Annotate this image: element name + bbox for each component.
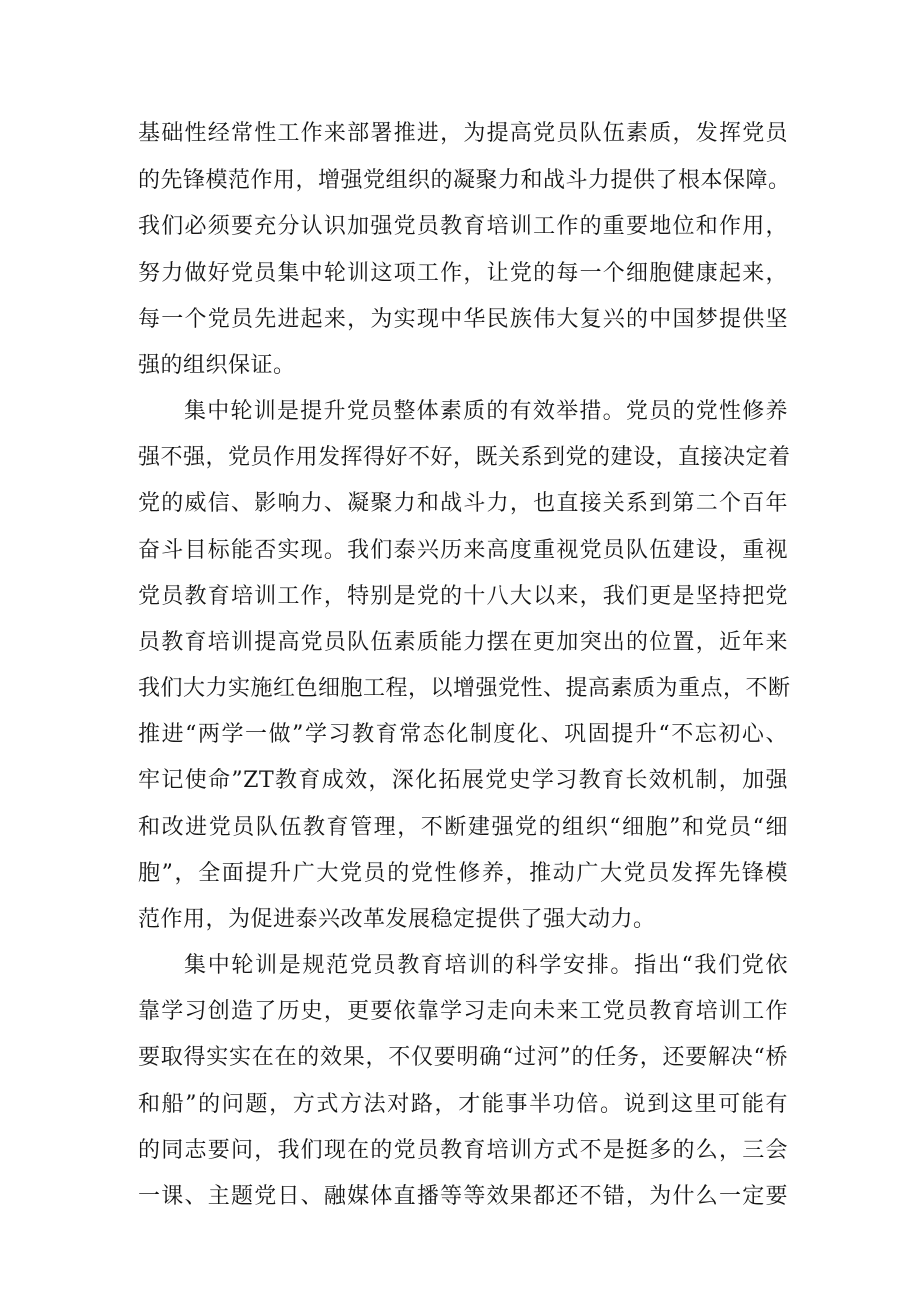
text-line: 一课、主题党日、融媒体直播等等效果都还不错，为什么一定要 [138, 1184, 788, 1209]
text-line: 员教育培训提高党员队伍素质能力摆在更加突出的位置，近年来 [138, 630, 788, 655]
text-line: 强的组织保证。 [138, 353, 296, 378]
text-line: 党的威信、影响力、凝聚力和战斗力，也直接关系到第二个百年 [138, 491, 788, 516]
text-line: 强不强，党员作用发挥得好不好，既关系到党的建设，直接决定着 [138, 445, 791, 470]
text-line: 牢记使命”ZT教育成效，深化拓展党史学习教育长效机制，加强 [138, 768, 788, 793]
text-line: 基础性经常性工作来部署推进，为提高党员队伍素质，发挥党员 [138, 121, 788, 146]
text-line: 我们必须要充分认识加强党员教育培训工作的重要地位和作用， [138, 214, 788, 239]
text-line: 奋斗目标能否实现。我们泰兴历来高度重视党员队伍建设，重视 [138, 538, 788, 563]
paragraph-first-line: 集中轮训是提升党员整体素质的有效举措。党员的党性修养 [184, 399, 788, 424]
text-line: 胞”，全面提升广大党员的党性修养，推动广大党员发挥先锋模 [138, 861, 788, 886]
text-line: 推进“两学一做”学习教育常态化制度化、巩固提升“不忘初心、 [138, 722, 788, 747]
text-line: 靠学习创造了历史，更要依靠学习走向未来工党员教育培训工作 [138, 999, 788, 1024]
text-line: 的先锋模范作用，增强党组织的凝聚力和战斗力提供了根本保障。 [138, 168, 791, 193]
text-line: 要取得实实在在的效果，不仅要明确“过河”的任务，还要解决“桥 [138, 1045, 788, 1070]
paragraph-first-line: 集中轮训是规范党员教育培训的科学安排。指出“我们党依 [184, 953, 788, 978]
text-line: 的同志要问，我们现在的党员教育培训方式不是挺多的么，三会 [138, 1138, 788, 1163]
text-line: 我们大力实施红色细胞工程，以增强党性、提高素质为重点，不断 [138, 676, 791, 701]
text-line: 努力做好党员集中轮训这项工作，让党的每一个细胞健康起来， [138, 261, 788, 286]
text-line: 和船”的问题，方式方法对路，才能事半功倍。说到这里可能有 [138, 1092, 788, 1117]
text-line: 每一个党员先进起来，为实现中华民族伟大复兴的中国梦提供坚 [138, 307, 788, 332]
text-line: 范作用，为促进泰兴改革发展稳定提供了强大动力。 [138, 907, 656, 932]
text-line: 党员教育培训工作，特别是党的十八大以来，我们更是坚持把党 [138, 584, 788, 609]
text-line: 和改进党员队伍教育管理，不断建强党的组织“细胞”和党员“细 [138, 815, 788, 840]
